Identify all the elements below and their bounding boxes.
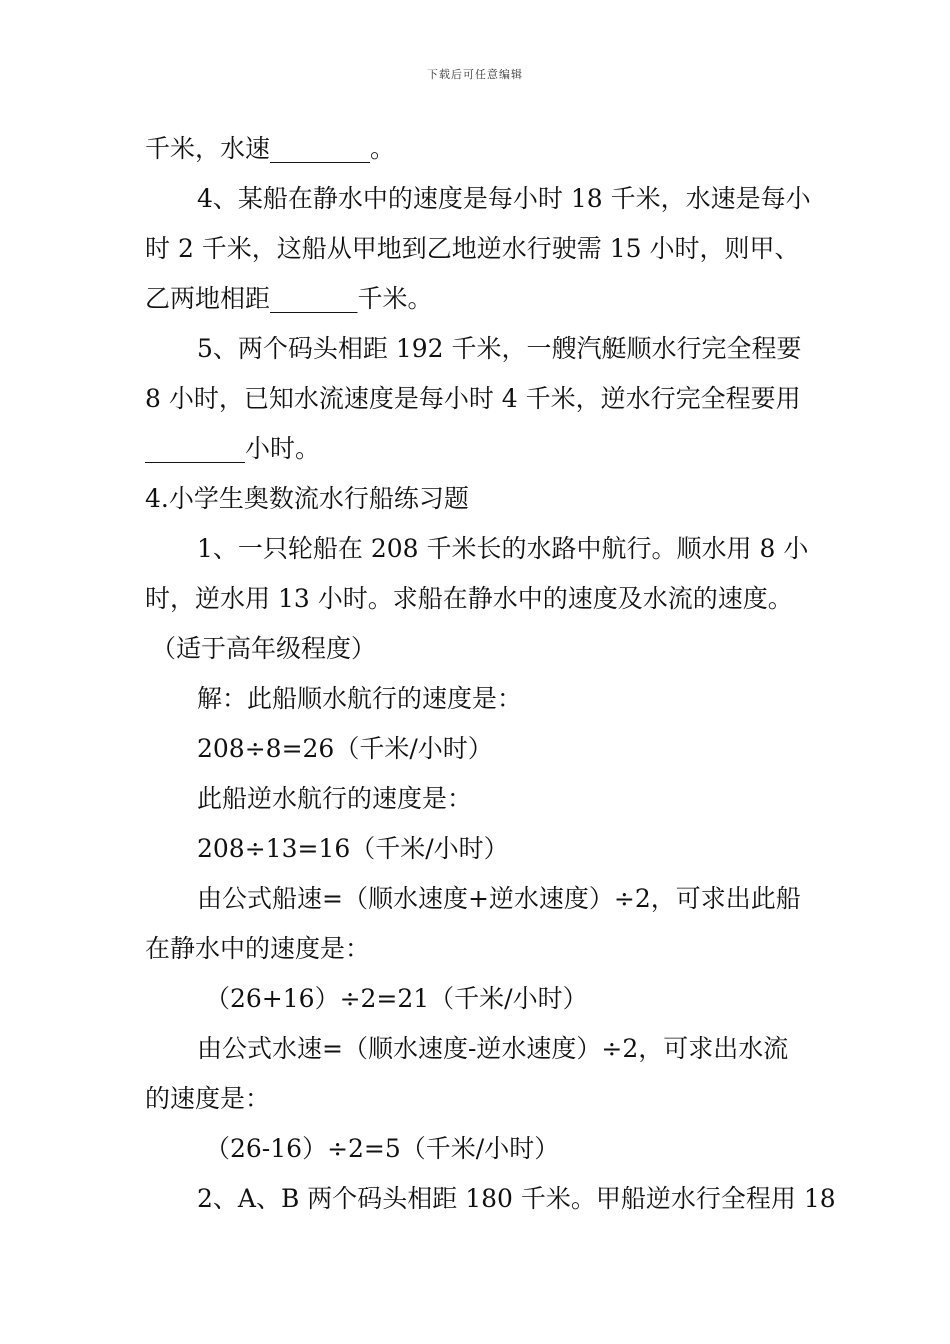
document-body [145,129,836,1229]
text-line: 的速度是： [145,1084,271,1113]
text-line: 8 小时，已知水流速度是每小时 4 千米，逆水行完全程要用 [145,384,801,413]
formula-line: 208÷8=26（千米/小时） [197,734,493,763]
text-line: 4、某船在静水中的速度是每小时 18 千米，水速是每小 [197,184,811,213]
text-line: 在静水中的速度是： [145,934,371,963]
section-heading: 4.小学生奥数流水行船练习题 [145,484,469,513]
text-line: 此船逆水航行的速度是： [197,784,473,813]
text-line: 千米，水速________。 [145,134,396,163]
formula-line: （26+16）÷2=21（千米/小时） [205,984,588,1013]
text-line: 2、A、B 两个码头相距 180 千米。甲船逆水行全程用 18 [197,1184,836,1213]
text-line: 解：此船顺水航行的速度是： [197,684,523,713]
text-line: 由公式水速=（顺水速度-逆水速度）÷2，可求出水流 [197,1034,789,1063]
page-header: 下载后可任意编辑 [427,68,523,81]
text-line: 由公式船速=（顺水速度+逆水速度）÷2，可求出此船 [197,884,801,913]
text-line: 时 2 千米，这船从甲地到乙地逆水行驶需 15 小时，则甲、 [145,234,800,263]
formula-line: （26-16）÷2=5（千米/小时） [205,1134,560,1163]
text-line: ________小时。 [145,434,321,463]
text-line: 时，逆水用 13 小时。求船在静水中的速度及水流的速度。 [145,584,793,613]
text-line: （适于高年级程度） [151,634,377,663]
text-line: 1、一只轮船在 208 千米长的水路中航行。顺水用 8 小 [197,534,809,563]
text-line: 5、两个码头相距 192 千米，一艘汽艇顺水行完全程要 [197,334,802,363]
formula-line: 208÷13=16（千米/小时） [197,834,509,863]
text-line: 乙两地相距_______千米。 [145,284,433,313]
